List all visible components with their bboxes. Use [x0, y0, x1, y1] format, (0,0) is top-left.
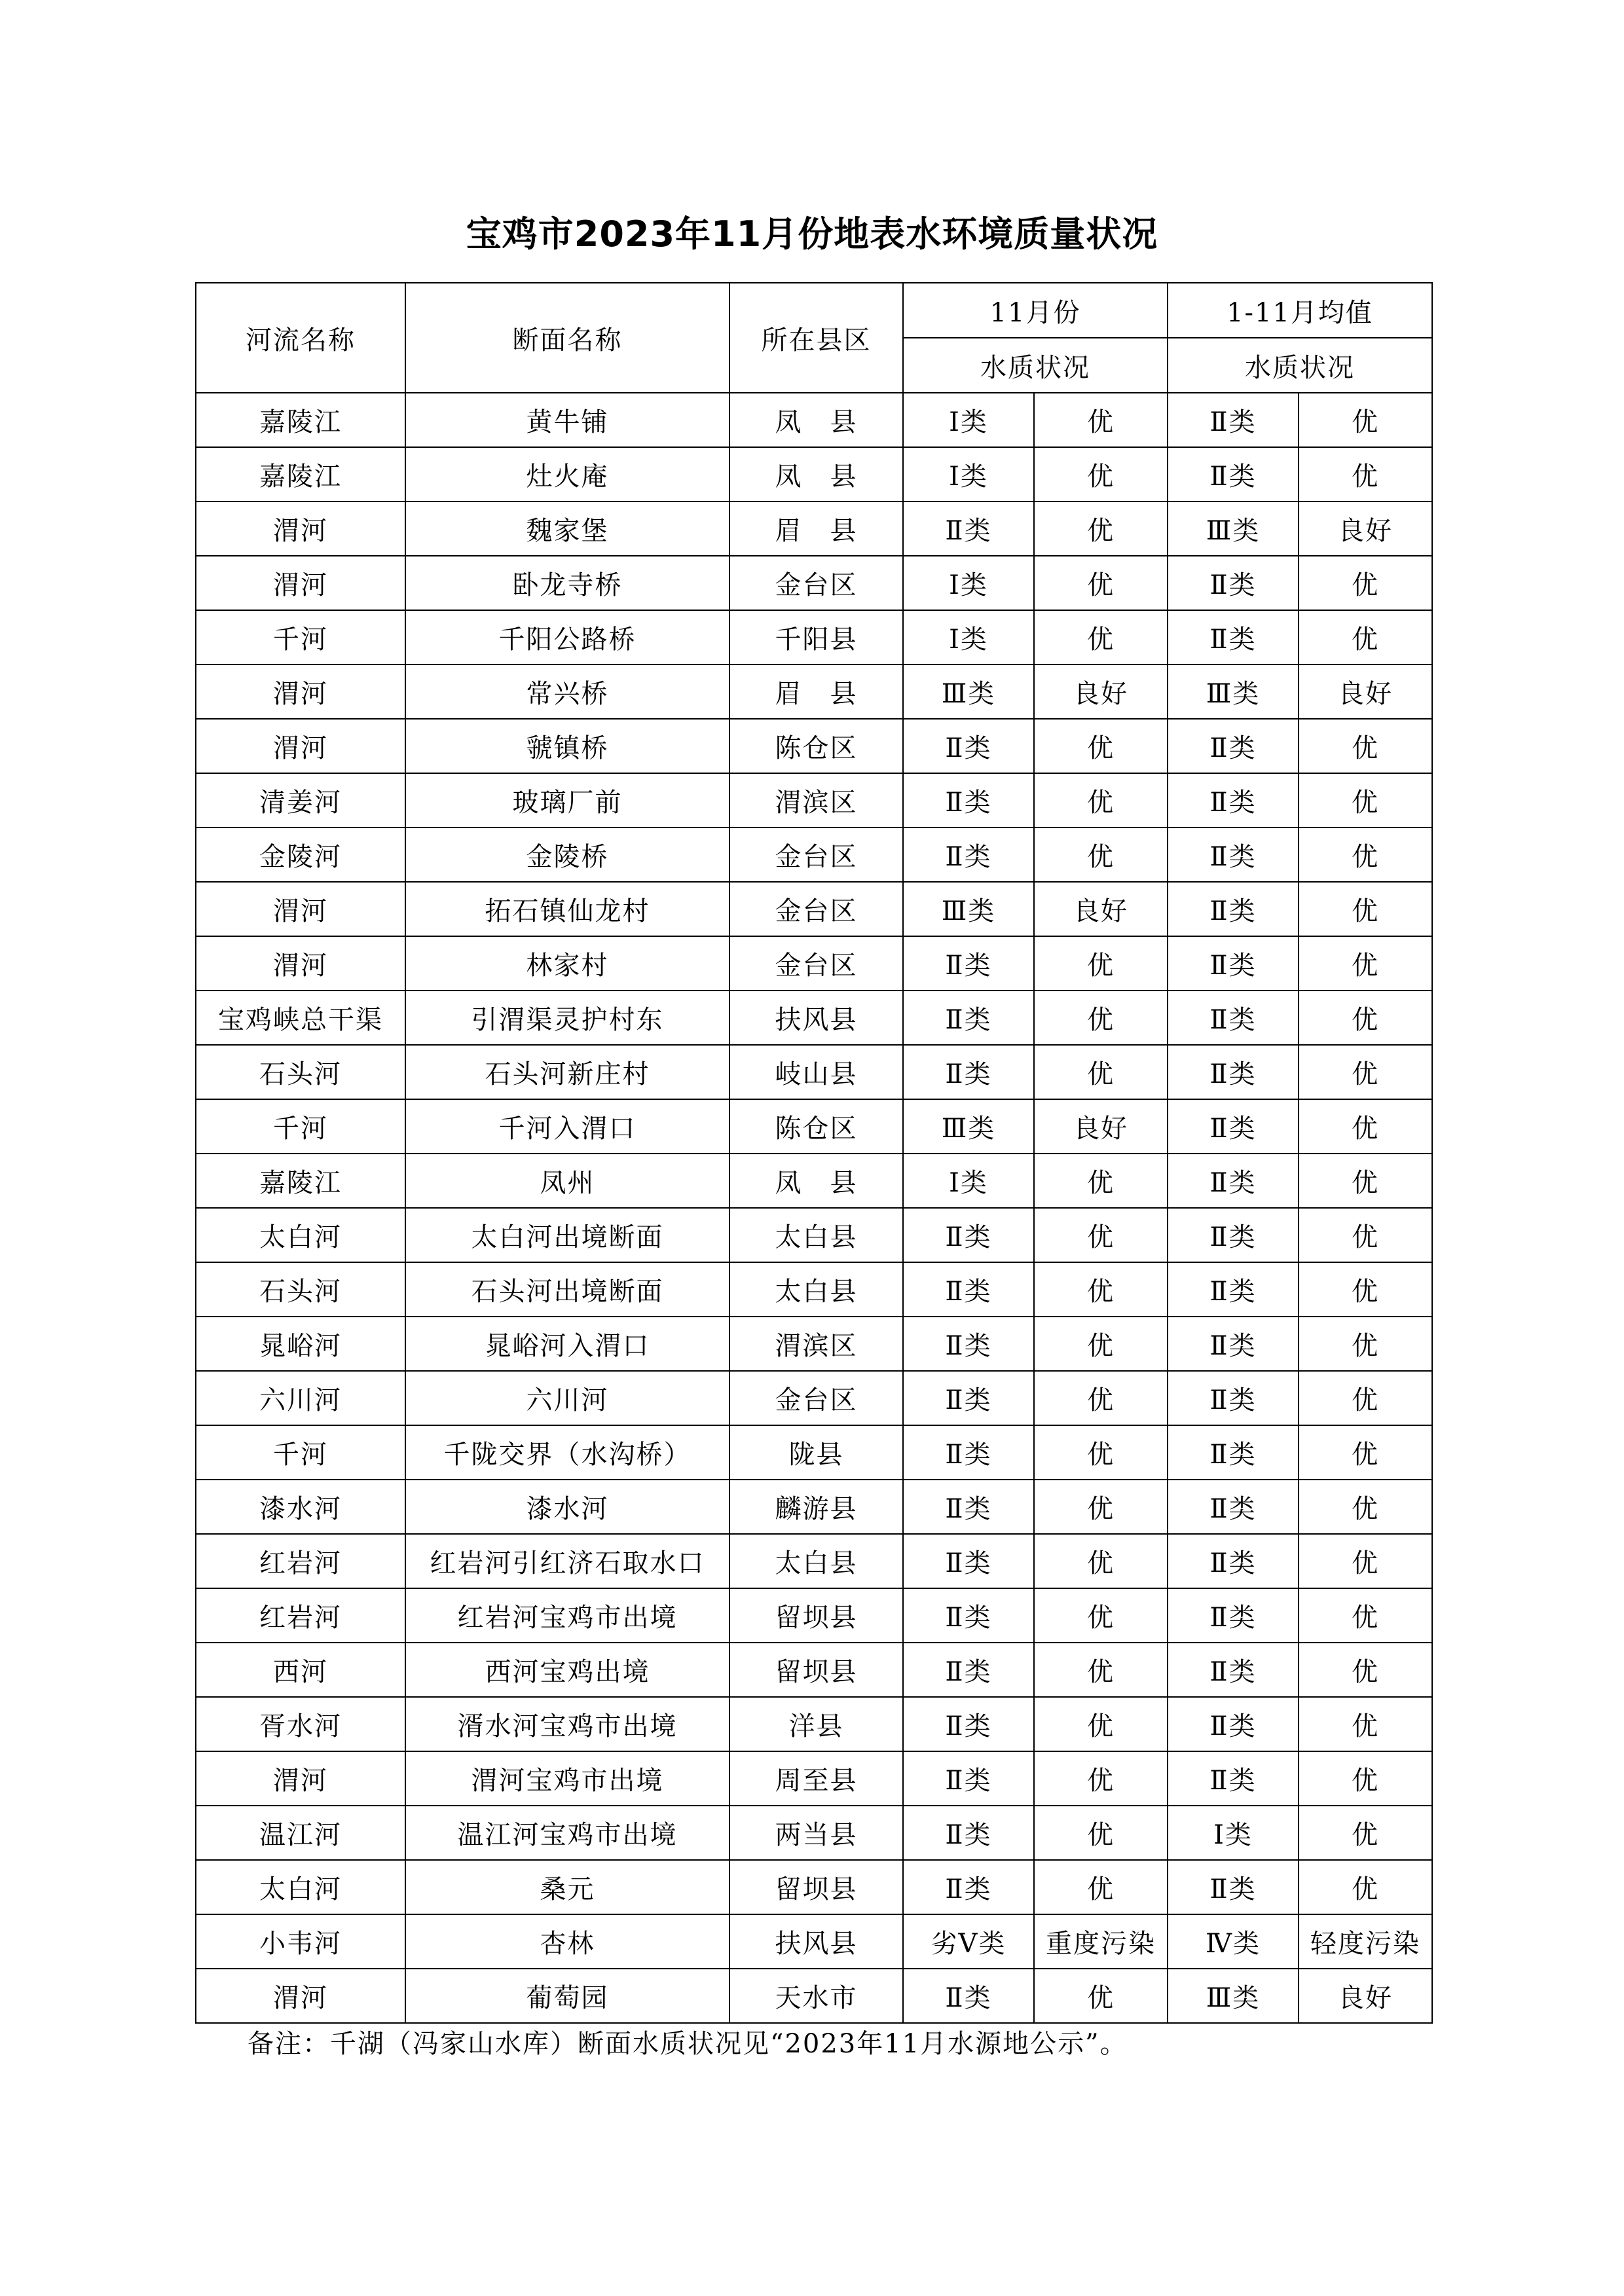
county-cell: 陈仓区: [729, 1099, 903, 1154]
nov-status-cell: 优: [1034, 1534, 1168, 1588]
section-cell: 千河入渭口: [405, 1099, 729, 1154]
nov-status-cell: 优: [1034, 1208, 1168, 1262]
avg-class-cell: Ⅱ类: [1168, 1371, 1299, 1425]
nov-status-cell: 优: [1034, 828, 1168, 882]
avg-status-cell: 优: [1299, 1588, 1432, 1643]
section-cell: 红岩河宝鸡市出境: [405, 1588, 729, 1643]
county-cell: 扶风县: [729, 1914, 903, 1969]
table-body: [196, 393, 1432, 2023]
table-row: [196, 828, 1432, 882]
avg-class-cell: Ⅱ类: [1168, 1425, 1299, 1480]
section-cell: 晁峪河入渭口: [405, 1317, 729, 1371]
avg-status-cell: 优: [1299, 1860, 1432, 1914]
county-cell: 留坝县: [729, 1588, 903, 1643]
nov-class-cell: Ⅲ类: [903, 665, 1034, 719]
river-cell: 西河: [196, 1643, 405, 1697]
avg-status-cell: 良好: [1299, 501, 1432, 556]
section-cell: 引渭渠灵护村东: [405, 991, 729, 1045]
table-row: [196, 1914, 1432, 1969]
page-title: 宝鸡市2023年11月份地表水环境质量状况: [466, 213, 1158, 255]
avg-status-cell: 优: [1299, 556, 1432, 610]
avg-status-cell: 优: [1299, 1643, 1432, 1697]
section-cell: 金陵桥: [405, 828, 729, 882]
table-row: [196, 1534, 1432, 1588]
table-row: [196, 936, 1432, 991]
river-cell: 漆水河: [196, 1480, 405, 1534]
nov-class-cell: Ⅱ类: [903, 1208, 1034, 1262]
table-row: [196, 1371, 1432, 1425]
river-cell: 清姜河: [196, 773, 405, 828]
table-row: [196, 991, 1432, 1045]
avg-class-cell: Ⅰ类: [1168, 1806, 1299, 1860]
avg-status-cell: 优: [1299, 1154, 1432, 1208]
avg-status-cell: 优: [1299, 1371, 1432, 1425]
river-cell: 渭河: [196, 556, 405, 610]
section-cell: 西河宝鸡出境: [405, 1643, 729, 1697]
section-cell: 石头河新庄村: [405, 1045, 729, 1099]
nov-class-cell: Ⅲ类: [903, 882, 1034, 936]
section-cell: 虢镇桥: [405, 719, 729, 773]
river-cell: 渭河: [196, 882, 405, 936]
avg-status-cell: 优: [1299, 828, 1432, 882]
nov-status-cell: 优: [1034, 1643, 1168, 1697]
nov-status-cell: 良好: [1034, 1099, 1168, 1154]
river-cell: 温江河: [196, 1806, 405, 1860]
nov-class-cell: Ⅰ类: [903, 1154, 1034, 1208]
county-cell: 凤 县: [729, 1154, 903, 1208]
county-cell: 留坝县: [729, 1860, 903, 1914]
section-cell: 湑水河宝鸡市出境: [405, 1697, 729, 1751]
river-cell: 渭河: [196, 1969, 405, 2023]
header-average-quality: 水质状况: [1168, 338, 1432, 393]
county-cell: 金台区: [729, 882, 903, 936]
avg-class-cell: Ⅱ类: [1168, 1262, 1299, 1317]
nov-class-cell: Ⅲ类: [903, 1099, 1034, 1154]
table-row: [196, 393, 1432, 447]
table-row: [196, 1751, 1432, 1806]
nov-status-cell: 优: [1034, 1806, 1168, 1860]
nov-status-cell: 良好: [1034, 882, 1168, 936]
nov-class-cell: Ⅱ类: [903, 936, 1034, 991]
avg-class-cell: Ⅱ类: [1168, 828, 1299, 882]
table-row: [196, 1588, 1432, 1643]
section-cell: 灶火庵: [405, 447, 729, 501]
avg-class-cell: Ⅱ类: [1168, 1860, 1299, 1914]
table-row: [196, 719, 1432, 773]
section-cell: 葡萄园: [405, 1969, 729, 2023]
river-cell: 渭河: [196, 719, 405, 773]
avg-class-cell: Ⅱ类: [1168, 1045, 1299, 1099]
section-cell: 魏家堡: [405, 501, 729, 556]
nov-status-cell: 优: [1034, 773, 1168, 828]
section-cell: 石头河出境断面: [405, 1262, 729, 1317]
avg-status-cell: 优: [1299, 1480, 1432, 1534]
avg-class-cell: Ⅱ类: [1168, 1480, 1299, 1534]
county-cell: 千阳县: [729, 610, 903, 665]
avg-status-cell: 优: [1299, 393, 1432, 447]
nov-class-cell: Ⅱ类: [903, 773, 1034, 828]
nov-status-cell: 优: [1034, 1480, 1168, 1534]
nov-class-cell: Ⅱ类: [903, 1751, 1034, 1806]
header-river: 河流名称: [196, 283, 405, 393]
river-cell: 嘉陵江: [196, 1154, 405, 1208]
section-cell: 黄牛铺: [405, 393, 729, 447]
header-november: 11月份: [903, 283, 1168, 338]
river-cell: 太白河: [196, 1208, 405, 1262]
table-row: [196, 1425, 1432, 1480]
section-cell: 千陇交界（水沟桥）: [405, 1425, 729, 1480]
table-row: [196, 447, 1432, 501]
nov-class-cell: Ⅱ类: [903, 1317, 1034, 1371]
section-cell: 漆水河: [405, 1480, 729, 1534]
nov-status-cell: 优: [1034, 1045, 1168, 1099]
avg-status-cell: 优: [1299, 936, 1432, 991]
avg-status-cell: 优: [1299, 610, 1432, 665]
river-cell: 小韦河: [196, 1914, 405, 1969]
avg-status-cell: 良好: [1299, 665, 1432, 719]
river-cell: 千河: [196, 1099, 405, 1154]
footnote: 备注：千湖（冯家山水库）断面水质状况见“2023年11月水源地公示”。: [248, 2029, 1128, 2059]
avg-status-cell: 优: [1299, 1425, 1432, 1480]
nov-status-cell: 优: [1034, 1969, 1168, 2023]
table-row: [196, 773, 1432, 828]
section-cell: 凤州: [405, 1154, 729, 1208]
avg-class-cell: Ⅱ类: [1168, 1588, 1299, 1643]
avg-class-cell: Ⅱ类: [1168, 1534, 1299, 1588]
avg-class-cell: Ⅱ类: [1168, 393, 1299, 447]
nov-status-cell: 优: [1034, 1588, 1168, 1643]
avg-class-cell: Ⅲ类: [1168, 665, 1299, 719]
river-cell: 太白河: [196, 1860, 405, 1914]
nov-status-cell: 优: [1034, 393, 1168, 447]
nov-status-cell: 优: [1034, 1154, 1168, 1208]
county-cell: 凤 县: [729, 447, 903, 501]
nov-class-cell: Ⅱ类: [903, 1697, 1034, 1751]
avg-class-cell: Ⅲ类: [1168, 1969, 1299, 2023]
county-cell: 太白县: [729, 1534, 903, 1588]
avg-class-cell: Ⅲ类: [1168, 501, 1299, 556]
river-cell: 红岩河: [196, 1534, 405, 1588]
county-cell: 金台区: [729, 556, 903, 610]
avg-status-cell: 优: [1299, 1806, 1432, 1860]
avg-status-cell: 优: [1299, 1262, 1432, 1317]
avg-class-cell: Ⅱ类: [1168, 447, 1299, 501]
table-row: [196, 1208, 1432, 1262]
table-row: [196, 1806, 1432, 1860]
county-cell: 陇县: [729, 1425, 903, 1480]
river-cell: 嘉陵江: [196, 447, 405, 501]
nov-class-cell: Ⅰ类: [903, 393, 1034, 447]
avg-status-cell: 优: [1299, 1534, 1432, 1588]
avg-class-cell: Ⅱ类: [1168, 1099, 1299, 1154]
river-cell: 晁峪河: [196, 1317, 405, 1371]
nov-class-cell: Ⅱ类: [903, 501, 1034, 556]
county-cell: 太白县: [729, 1208, 903, 1262]
county-cell: 岐山县: [729, 1045, 903, 1099]
table-row: [196, 1697, 1432, 1751]
river-cell: 渭河: [196, 665, 405, 719]
nov-class-cell: Ⅰ类: [903, 447, 1034, 501]
section-cell: 常兴桥: [405, 665, 729, 719]
table-row: [196, 1860, 1432, 1914]
river-cell: 千河: [196, 1425, 405, 1480]
county-cell: 眉 县: [729, 665, 903, 719]
avg-status-cell: 良好: [1299, 1969, 1432, 2023]
nov-status-cell: 优: [1034, 556, 1168, 610]
nov-class-cell: Ⅱ类: [903, 1969, 1034, 2023]
water-quality-table: [195, 282, 1433, 2024]
river-cell: 渭河: [196, 936, 405, 991]
header-average: 1-11月均值: [1168, 283, 1432, 338]
nov-class-cell: Ⅱ类: [903, 1371, 1034, 1425]
river-cell: 石头河: [196, 1045, 405, 1099]
section-cell: 渭河宝鸡市出境: [405, 1751, 729, 1806]
section-cell: 六川河: [405, 1371, 729, 1425]
county-cell: 洋县: [729, 1697, 903, 1751]
avg-class-cell: Ⅱ类: [1168, 991, 1299, 1045]
avg-class-cell: Ⅱ类: [1168, 1154, 1299, 1208]
nov-class-cell: Ⅱ类: [903, 1860, 1034, 1914]
county-cell: 眉 县: [729, 501, 903, 556]
nov-class-cell: Ⅱ类: [903, 1262, 1034, 1317]
county-cell: 麟游县: [729, 1480, 903, 1534]
nov-class-cell: Ⅱ类: [903, 991, 1034, 1045]
section-cell: 太白河出境断面: [405, 1208, 729, 1262]
nov-class-cell: Ⅱ类: [903, 1425, 1034, 1480]
avg-class-cell: Ⅱ类: [1168, 719, 1299, 773]
county-cell: 金台区: [729, 828, 903, 882]
nov-status-cell: 优: [1034, 1697, 1168, 1751]
county-cell: 金台区: [729, 1371, 903, 1425]
avg-status-cell: 优: [1299, 1208, 1432, 1262]
table-row: [196, 610, 1432, 665]
nov-class-cell: Ⅱ类: [903, 1480, 1034, 1534]
table-row: [196, 501, 1432, 556]
table-row: [196, 1969, 1432, 2023]
river-cell: 红岩河: [196, 1588, 405, 1643]
section-cell: 玻璃厂前: [405, 773, 729, 828]
header-november-quality: 水质状况: [903, 338, 1168, 393]
nov-status-cell: 优: [1034, 991, 1168, 1045]
avg-status-cell: 优: [1299, 1697, 1432, 1751]
nov-status-cell: 优: [1034, 610, 1168, 665]
header-section: 断面名称: [405, 283, 729, 393]
county-cell: 留坝县: [729, 1643, 903, 1697]
nov-class-cell: Ⅰ类: [903, 610, 1034, 665]
nov-status-cell: 优: [1034, 1425, 1168, 1480]
river-cell: 嘉陵江: [196, 393, 405, 447]
nov-status-cell: 优: [1034, 501, 1168, 556]
river-cell: 金陵河: [196, 828, 405, 882]
nov-class-cell: 劣Ⅴ类: [903, 1914, 1034, 1969]
avg-status-cell: 优: [1299, 882, 1432, 936]
avg-class-cell: Ⅱ类: [1168, 882, 1299, 936]
avg-class-cell: Ⅱ类: [1168, 936, 1299, 991]
river-cell: 渭河: [196, 501, 405, 556]
river-cell: 六川河: [196, 1371, 405, 1425]
avg-class-cell: Ⅱ类: [1168, 773, 1299, 828]
section-cell: 温江河宝鸡市出境: [405, 1806, 729, 1860]
nov-status-cell: 优: [1034, 447, 1168, 501]
section-cell: 桑元: [405, 1860, 729, 1914]
table-row: [196, 1262, 1432, 1317]
river-cell: 胥水河: [196, 1697, 405, 1751]
county-cell: 两当县: [729, 1806, 903, 1860]
header-county: 所在县区: [729, 283, 903, 393]
nov-status-cell: 优: [1034, 1371, 1168, 1425]
header-row: [196, 283, 1432, 338]
table-row: [196, 1317, 1432, 1371]
river-cell: 宝鸡峡总干渠: [196, 991, 405, 1045]
county-cell: 凤 县: [729, 393, 903, 447]
section-cell: 卧龙寺桥: [405, 556, 729, 610]
nov-class-cell: Ⅱ类: [903, 1806, 1034, 1860]
county-cell: 金台区: [729, 936, 903, 991]
nov-class-cell: Ⅰ类: [903, 556, 1034, 610]
avg-status-cell: 优: [1299, 991, 1432, 1045]
nov-status-cell: 优: [1034, 1262, 1168, 1317]
nov-class-cell: Ⅱ类: [903, 828, 1034, 882]
avg-class-cell: Ⅱ类: [1168, 1643, 1299, 1697]
avg-class-cell: Ⅱ类: [1168, 1208, 1299, 1262]
avg-status-cell: 轻度污染: [1299, 1914, 1432, 1969]
county-cell: 渭滨区: [729, 773, 903, 828]
nov-status-cell: 优: [1034, 1860, 1168, 1914]
county-cell: 扶风县: [729, 991, 903, 1045]
table-row: [196, 1154, 1432, 1208]
avg-class-cell: Ⅱ类: [1168, 556, 1299, 610]
avg-status-cell: 优: [1299, 1317, 1432, 1371]
table-row: [196, 882, 1432, 936]
nov-status-cell: 优: [1034, 719, 1168, 773]
river-cell: 渭河: [196, 1751, 405, 1806]
table-row: [196, 1099, 1432, 1154]
county-cell: 陈仓区: [729, 719, 903, 773]
avg-class-cell: Ⅱ类: [1168, 1751, 1299, 1806]
section-cell: 红岩河引红济石取水口: [405, 1534, 729, 1588]
nov-class-cell: Ⅱ类: [903, 1588, 1034, 1643]
nov-class-cell: Ⅱ类: [903, 719, 1034, 773]
table-row: [196, 1643, 1432, 1697]
river-cell: 千河: [196, 610, 405, 665]
county-cell: 周至县: [729, 1751, 903, 1806]
avg-class-cell: Ⅱ类: [1168, 610, 1299, 665]
avg-status-cell: 优: [1299, 1045, 1432, 1099]
nov-status-cell: 优: [1034, 1317, 1168, 1371]
avg-class-cell: Ⅱ类: [1168, 1697, 1299, 1751]
nov-status-cell: 优: [1034, 936, 1168, 991]
avg-status-cell: 优: [1299, 447, 1432, 501]
avg-status-cell: 优: [1299, 1099, 1432, 1154]
section-cell: 拓石镇仙龙村: [405, 882, 729, 936]
county-cell: 天水市: [729, 1969, 903, 2023]
avg-class-cell: Ⅱ类: [1168, 1317, 1299, 1371]
county-cell: 太白县: [729, 1262, 903, 1317]
table-row: [196, 1045, 1432, 1099]
avg-status-cell: 优: [1299, 773, 1432, 828]
section-cell: 杏林: [405, 1914, 729, 1969]
section-cell: 林家村: [405, 936, 729, 991]
nov-status-cell: 良好: [1034, 665, 1168, 719]
avg-status-cell: 优: [1299, 1751, 1432, 1806]
table-row: [196, 1480, 1432, 1534]
nov-status-cell: 优: [1034, 1751, 1168, 1806]
section-cell: 千阳公路桥: [405, 610, 729, 665]
county-cell: 渭滨区: [729, 1317, 903, 1371]
table-row: [196, 665, 1432, 719]
nov-class-cell: Ⅱ类: [903, 1643, 1034, 1697]
nov-class-cell: Ⅱ类: [903, 1045, 1034, 1099]
table-row: [196, 556, 1432, 610]
river-cell: 石头河: [196, 1262, 405, 1317]
avg-class-cell: Ⅳ类: [1168, 1914, 1299, 1969]
avg-status-cell: 优: [1299, 719, 1432, 773]
nov-class-cell: Ⅱ类: [903, 1534, 1034, 1588]
nov-status-cell: 重度污染: [1034, 1914, 1168, 1969]
